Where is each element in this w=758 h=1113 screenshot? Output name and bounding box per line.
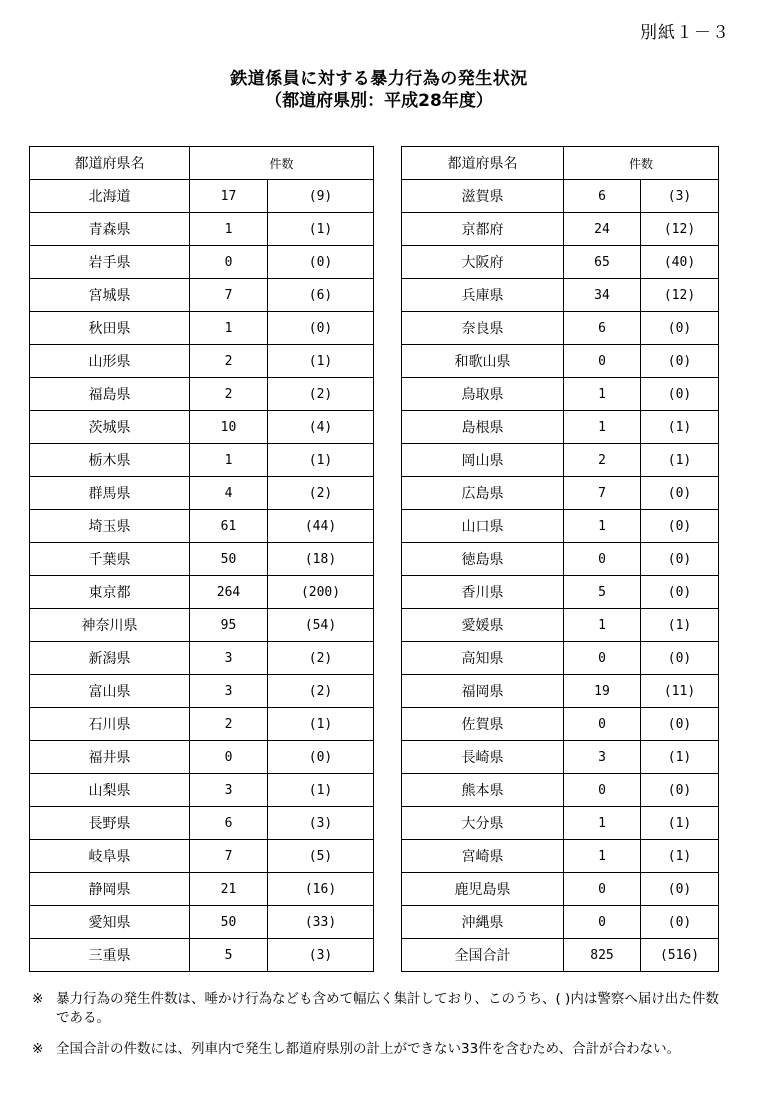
reported-count-cell: (516) bbox=[641, 939, 719, 972]
table-row bbox=[402, 774, 719, 807]
table-row bbox=[30, 774, 374, 807]
table-row bbox=[30, 939, 374, 972]
reported-count-cell: (2) bbox=[268, 477, 374, 510]
prefecture-name-cell: 和歌山県 bbox=[402, 345, 564, 378]
table-row bbox=[402, 444, 719, 477]
prefecture-name-cell: 富山県 bbox=[30, 675, 190, 708]
count-cell: 1 bbox=[564, 840, 641, 873]
reported-count-cell: (1) bbox=[268, 345, 374, 378]
table-row bbox=[30, 741, 374, 774]
count-cell: 0 bbox=[564, 708, 641, 741]
prefecture-name-cell: 北海道 bbox=[30, 180, 190, 213]
count-cell: 4 bbox=[190, 477, 268, 510]
count-cell: 7 bbox=[190, 279, 268, 312]
prefecture-name-cell: 埼玉県 bbox=[30, 510, 190, 543]
prefecture-name-cell: 静岡県 bbox=[30, 873, 190, 906]
table-row bbox=[30, 345, 374, 378]
count-cell: 0 bbox=[564, 774, 641, 807]
table-row bbox=[402, 807, 719, 840]
reported-count-cell: (12) bbox=[641, 279, 719, 312]
title-sub: （都道府県別：平成28年度） bbox=[265, 91, 493, 111]
count-cell: 24 bbox=[564, 213, 641, 246]
count-cell: 65 bbox=[564, 246, 641, 279]
count-cell: 2 bbox=[190, 345, 268, 378]
reported-count-cell: (0) bbox=[641, 642, 719, 675]
reported-count-cell: (2) bbox=[268, 642, 374, 675]
reported-count-cell: (1) bbox=[641, 411, 719, 444]
reported-count-cell: (1) bbox=[641, 444, 719, 477]
table-row bbox=[30, 807, 374, 840]
table-row bbox=[402, 477, 719, 510]
prefecture-name-cell: 三重県 bbox=[30, 939, 190, 972]
prefecture-name-cell: 高知県 bbox=[402, 642, 564, 675]
table-row bbox=[402, 708, 719, 741]
count-cell: 5 bbox=[190, 939, 268, 972]
note-mark: ※ bbox=[32, 1041, 44, 1057]
reported-count-cell: (12) bbox=[641, 213, 719, 246]
count-cell: 1 bbox=[564, 378, 641, 411]
count-cell: 1 bbox=[564, 807, 641, 840]
count-cell: 1 bbox=[190, 444, 268, 477]
table-row bbox=[402, 411, 719, 444]
reported-count-cell: (1) bbox=[268, 708, 374, 741]
reported-count-cell: (0) bbox=[268, 246, 374, 279]
table-row bbox=[402, 312, 719, 345]
prefecture-name-cell: 京都府 bbox=[402, 213, 564, 246]
count-cell: 6 bbox=[190, 807, 268, 840]
table-row bbox=[30, 378, 374, 411]
table-row bbox=[402, 906, 719, 939]
table-row bbox=[30, 642, 374, 675]
prefecture-name-cell: 福井県 bbox=[30, 741, 190, 774]
reported-count-cell: (0) bbox=[641, 708, 719, 741]
prefecture-name-cell: 佐賀県 bbox=[402, 708, 564, 741]
table-row bbox=[402, 378, 719, 411]
prefecture-name-cell: 広島県 bbox=[402, 477, 564, 510]
prefecture-name-cell: 千葉県 bbox=[30, 543, 190, 576]
count-cell: 10 bbox=[190, 411, 268, 444]
reported-count-cell: (1) bbox=[268, 774, 374, 807]
prefecture-name-cell: 愛媛県 bbox=[402, 609, 564, 642]
count-cell: 1 bbox=[564, 411, 641, 444]
table-row bbox=[30, 840, 374, 873]
reported-count-cell: (3) bbox=[268, 807, 374, 840]
reported-count-cell: (40) bbox=[641, 246, 719, 279]
count-cell: 0 bbox=[190, 246, 268, 279]
prefecture-name-cell: 鹿児島県 bbox=[402, 873, 564, 906]
count-cell: 0 bbox=[564, 345, 641, 378]
prefecture-name-cell: 宮崎県 bbox=[402, 840, 564, 873]
reported-count-cell: (1) bbox=[268, 213, 374, 246]
count-cell: 5 bbox=[564, 576, 641, 609]
prefecture-name-cell: 岐阜県 bbox=[30, 840, 190, 873]
prefecture-name-cell: 岡山県 bbox=[402, 444, 564, 477]
reported-count-cell: (54) bbox=[268, 609, 374, 642]
note-2 bbox=[32, 1040, 722, 1059]
count-cell: 7 bbox=[564, 477, 641, 510]
prefecture-name-cell: 大分県 bbox=[402, 807, 564, 840]
header-prefecture: 都道府県名 bbox=[402, 147, 564, 180]
prefecture-name-cell: 山梨県 bbox=[30, 774, 190, 807]
header-count: 件数 bbox=[190, 147, 374, 180]
table-row bbox=[402, 939, 719, 972]
count-cell: 1 bbox=[564, 609, 641, 642]
table-row bbox=[30, 675, 374, 708]
notes bbox=[32, 990, 722, 1071]
table-row bbox=[402, 642, 719, 675]
count-cell: 0 bbox=[564, 906, 641, 939]
prefecture-name-cell: 新潟県 bbox=[30, 642, 190, 675]
prefecture-name-cell: 大阪府 bbox=[402, 246, 564, 279]
table-row bbox=[402, 543, 719, 576]
prefecture-name-cell: 福島県 bbox=[30, 378, 190, 411]
table-row bbox=[402, 741, 719, 774]
prefecture-name-cell: 島根県 bbox=[402, 411, 564, 444]
table-row bbox=[402, 675, 719, 708]
prefecture-table-left bbox=[29, 146, 374, 972]
table-row bbox=[402, 279, 719, 312]
prefecture-name-cell: 全国合計 bbox=[402, 939, 564, 972]
count-cell: 50 bbox=[190, 906, 268, 939]
reported-count-cell: (6) bbox=[268, 279, 374, 312]
reported-count-cell: (0) bbox=[641, 477, 719, 510]
count-cell: 21 bbox=[190, 873, 268, 906]
prefecture-name-cell: 香川県 bbox=[402, 576, 564, 609]
prefecture-name-cell: 徳島県 bbox=[402, 543, 564, 576]
prefecture-name-cell: 熊本県 bbox=[402, 774, 564, 807]
header-prefecture: 都道府県名 bbox=[30, 147, 190, 180]
count-cell: 34 bbox=[564, 279, 641, 312]
table-row bbox=[402, 180, 719, 213]
prefecture-name-cell: 長崎県 bbox=[402, 741, 564, 774]
reported-count-cell: (200) bbox=[268, 576, 374, 609]
count-cell: 0 bbox=[564, 543, 641, 576]
count-cell: 17 bbox=[190, 180, 268, 213]
reported-count-cell: (16) bbox=[268, 873, 374, 906]
table-row bbox=[30, 180, 374, 213]
reported-count-cell: (9) bbox=[268, 180, 374, 213]
count-cell: 95 bbox=[190, 609, 268, 642]
prefecture-name-cell: 滋賀県 bbox=[402, 180, 564, 213]
count-cell: 0 bbox=[190, 741, 268, 774]
count-cell: 2 bbox=[190, 708, 268, 741]
page-title bbox=[0, 68, 758, 112]
title-main: 鉄道係員に対する暴力行為の発生状況 bbox=[230, 69, 528, 89]
reported-count-cell: (3) bbox=[641, 180, 719, 213]
count-cell: 2 bbox=[564, 444, 641, 477]
table-row bbox=[402, 213, 719, 246]
reported-count-cell: (1) bbox=[641, 741, 719, 774]
count-cell: 3 bbox=[190, 642, 268, 675]
reported-count-cell: (11) bbox=[641, 675, 719, 708]
count-cell: 264 bbox=[190, 576, 268, 609]
prefecture-name-cell: 兵庫県 bbox=[402, 279, 564, 312]
prefecture-name-cell: 栃木県 bbox=[30, 444, 190, 477]
prefecture-name-cell: 茨城県 bbox=[30, 411, 190, 444]
table-row bbox=[30, 246, 374, 279]
prefecture-name-cell: 秋田県 bbox=[30, 312, 190, 345]
note-text: 暴力行為の発生件数は、唾かけ行為なども含めて幅広く集計しており、このうち、( )内は警察へ届け出た件数である。 bbox=[56, 991, 719, 1026]
prefecture-name-cell: 石川県 bbox=[30, 708, 190, 741]
reported-count-cell: (3) bbox=[268, 939, 374, 972]
table-row bbox=[30, 444, 374, 477]
count-cell: 2 bbox=[190, 378, 268, 411]
reported-count-cell: (1) bbox=[641, 807, 719, 840]
prefecture-name-cell: 青森県 bbox=[30, 213, 190, 246]
count-cell: 6 bbox=[564, 312, 641, 345]
table-row bbox=[30, 708, 374, 741]
table-row bbox=[402, 345, 719, 378]
prefecture-name-cell: 岩手県 bbox=[30, 246, 190, 279]
prefecture-name-cell: 沖縄県 bbox=[402, 906, 564, 939]
note-text: 全国合計の件数には、列車内で発生し都道府県別の計上ができない33件を含むため、合計が合わない。 bbox=[56, 1041, 681, 1057]
prefecture-name-cell: 山形県 bbox=[30, 345, 190, 378]
reported-count-cell: (0) bbox=[641, 345, 719, 378]
count-cell: 825 bbox=[564, 939, 641, 972]
count-cell: 7 bbox=[190, 840, 268, 873]
prefecture-name-cell: 長野県 bbox=[30, 807, 190, 840]
count-cell: 19 bbox=[564, 675, 641, 708]
table-row bbox=[30, 873, 374, 906]
table-header-row bbox=[402, 147, 719, 180]
reported-count-cell: (2) bbox=[268, 675, 374, 708]
prefecture-name-cell: 福岡県 bbox=[402, 675, 564, 708]
count-cell: 61 bbox=[190, 510, 268, 543]
reported-count-cell: (5) bbox=[268, 840, 374, 873]
table-row bbox=[30, 510, 374, 543]
reported-count-cell: (1) bbox=[641, 840, 719, 873]
reported-count-cell: (44) bbox=[268, 510, 374, 543]
reported-count-cell: (0) bbox=[641, 906, 719, 939]
table-row bbox=[30, 312, 374, 345]
count-cell: 1 bbox=[564, 510, 641, 543]
table-row bbox=[30, 213, 374, 246]
table-row bbox=[402, 576, 719, 609]
table-row bbox=[30, 279, 374, 312]
table-row bbox=[30, 576, 374, 609]
table-row bbox=[30, 543, 374, 576]
note-mark: ※ bbox=[32, 991, 44, 1007]
reported-count-cell: (1) bbox=[268, 444, 374, 477]
prefecture-name-cell: 奈良県 bbox=[402, 312, 564, 345]
prefecture-name-cell: 宮城県 bbox=[30, 279, 190, 312]
table-row bbox=[402, 246, 719, 279]
header-count: 件数 bbox=[564, 147, 719, 180]
reported-count-cell: (0) bbox=[268, 741, 374, 774]
reported-count-cell: (4) bbox=[268, 411, 374, 444]
reported-count-cell: (2) bbox=[268, 378, 374, 411]
reported-count-cell: (0) bbox=[641, 873, 719, 906]
count-cell: 50 bbox=[190, 543, 268, 576]
table-header-row bbox=[30, 147, 374, 180]
note-1 bbox=[32, 990, 722, 1028]
count-cell: 3 bbox=[190, 774, 268, 807]
prefecture-name-cell: 山口県 bbox=[402, 510, 564, 543]
count-cell: 6 bbox=[564, 180, 641, 213]
reported-count-cell: (0) bbox=[641, 378, 719, 411]
reported-count-cell: (18) bbox=[268, 543, 374, 576]
prefecture-name-cell: 東京都 bbox=[30, 576, 190, 609]
table-row bbox=[402, 510, 719, 543]
reported-count-cell: (0) bbox=[641, 774, 719, 807]
reported-count-cell: (1) bbox=[641, 609, 719, 642]
prefecture-name-cell: 鳥取県 bbox=[402, 378, 564, 411]
count-cell: 0 bbox=[564, 873, 641, 906]
table-row bbox=[30, 411, 374, 444]
reported-count-cell: (0) bbox=[641, 312, 719, 345]
table-row bbox=[30, 477, 374, 510]
table-row bbox=[30, 906, 374, 939]
count-cell: 1 bbox=[190, 213, 268, 246]
prefecture-name-cell: 神奈川県 bbox=[30, 609, 190, 642]
table-row bbox=[402, 840, 719, 873]
reported-count-cell: (0) bbox=[268, 312, 374, 345]
prefecture-table-right bbox=[401, 146, 719, 972]
reported-count-cell: (33) bbox=[268, 906, 374, 939]
count-cell: 1 bbox=[190, 312, 268, 345]
count-cell: 3 bbox=[564, 741, 641, 774]
reported-count-cell: (0) bbox=[641, 510, 719, 543]
table-row bbox=[30, 609, 374, 642]
table-row bbox=[402, 873, 719, 906]
table-row bbox=[402, 609, 719, 642]
prefecture-name-cell: 愛知県 bbox=[30, 906, 190, 939]
count-cell: 3 bbox=[190, 675, 268, 708]
reported-count-cell: (0) bbox=[641, 543, 719, 576]
prefecture-name-cell: 群馬県 bbox=[30, 477, 190, 510]
reported-count-cell: (0) bbox=[641, 576, 719, 609]
page-label: 別紙１－３ bbox=[640, 23, 730, 43]
count-cell: 0 bbox=[564, 642, 641, 675]
